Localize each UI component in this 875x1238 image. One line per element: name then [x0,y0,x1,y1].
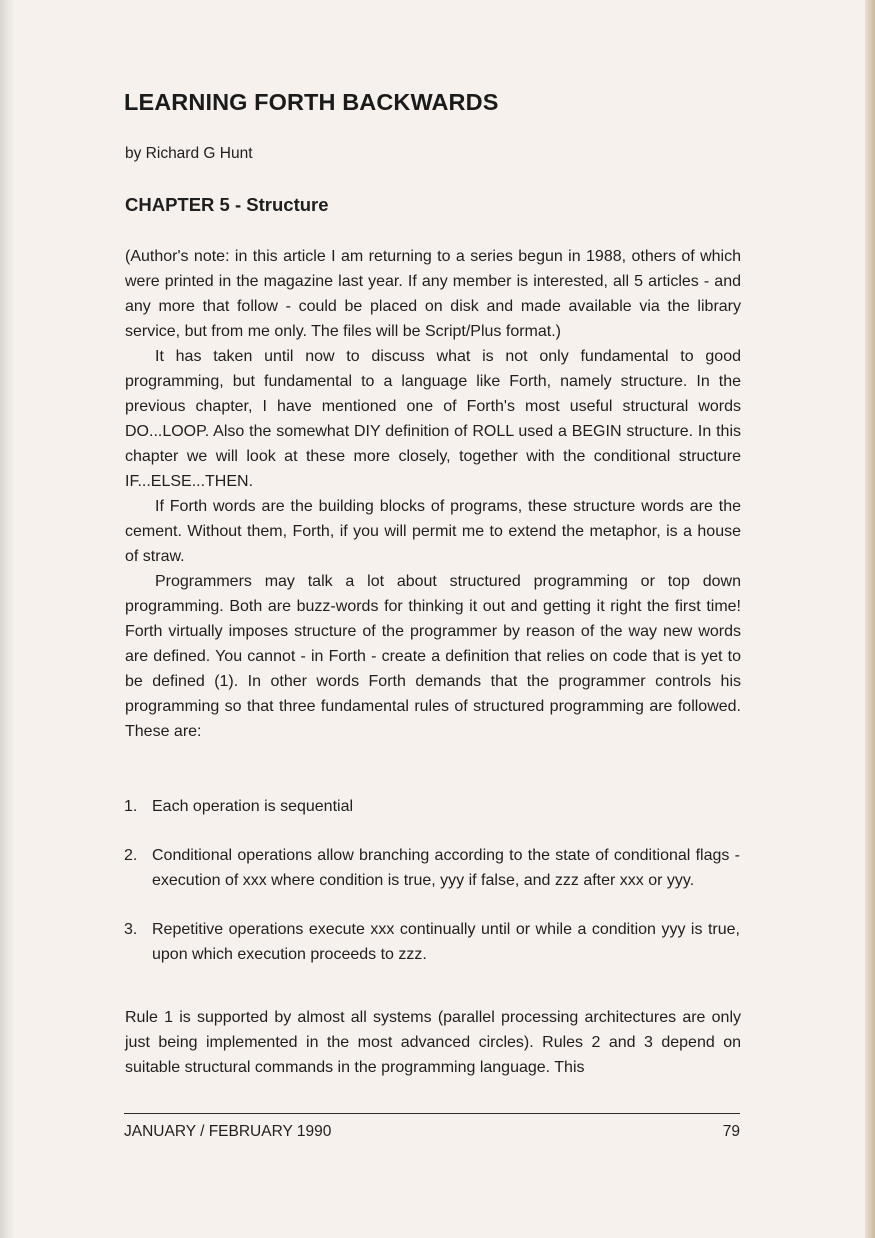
page-number: 79 [722,1123,740,1140]
rule-item [124,794,740,819]
closing-paragraph: Rule 1 is supported by almost all systems (parallel processing architectures are only just being implemented in the most advanced circles). Rules 2 and 3 depend on suitable structural commands in the programming language. This [125,1009,741,1076]
rule-number: 3. [124,921,138,938]
rule-item [124,843,740,893]
body-paragraph: Programmers may talk a lot about structured programming or top down programming. Both are buzz-words for thinking it out and getting it right the first time! Forth virtually imposes structure of the programmer by reason of the way new words are defined. You cannot - in Forth - create a definition that relies on code that is yet to be defined (1). In other words Forth demands that the programmer controls his programming so that three fundamental rules of structured programming are followed. These are: [125,573,741,740]
article-title: LEARNING FORTH BACKWARDS [124,89,499,115]
page-edge [865,0,875,1238]
magazine-page [124,86,741,1076]
rule-text: Repetitive operations execute xxx continually until or while a condition yyy is true, upon which execution proceeds to zzz. [152,921,740,963]
page-gutter-shadow [0,0,14,1238]
article-body [125,244,741,744]
body-paragraph: It has taken until now to discuss what is not only fundamental to good programming, but fundamental to a language like Forth, namely structure. In the previous chapter, I have mentioned one of Forth's most useful structural words DO...LOOP. Also the somewhat DIY definition of ROLL used a BEGIN structure. In this chapter we will look at these more closely, together with the conditional structure IF...ELSE...THEN. [125,348,741,490]
author-byline: by Richard G Hunt [125,145,253,162]
rule-item [124,917,740,967]
footer-divider [124,1113,740,1114]
issue-date: JANUARY / FEBRUARY 1990 [124,1123,332,1140]
body-paragraph: If Forth words are the building blocks of programs, these structure words are the cement. Without them, Forth, if you will permit me to extend the metaphor, is a house of straw. [125,498,741,565]
authors-note-paragraph: (Author's note: in this article I am returning to a series begun in 1988, others of which were printed in the magazine last year. If any member is interested, all 5 articles - and any more that follow - could be placed on disk and made available via the library service, but from me only. The files will be Script/Plus format.) [125,248,741,340]
rule-number: 2. [124,847,138,864]
page-footer [124,1122,740,1142]
rule-text: Conditional operations allow branching according to the state of conditional flags - execution of xxx where condition is true, yyy if false, and zzz after xxx or yyy. [152,847,740,889]
rule-text: Each operation is sequential [152,798,354,815]
rule-number: 1. [124,798,138,815]
rules-list [124,794,740,991]
chapter-heading: CHAPTER 5 - Structure [125,194,329,215]
